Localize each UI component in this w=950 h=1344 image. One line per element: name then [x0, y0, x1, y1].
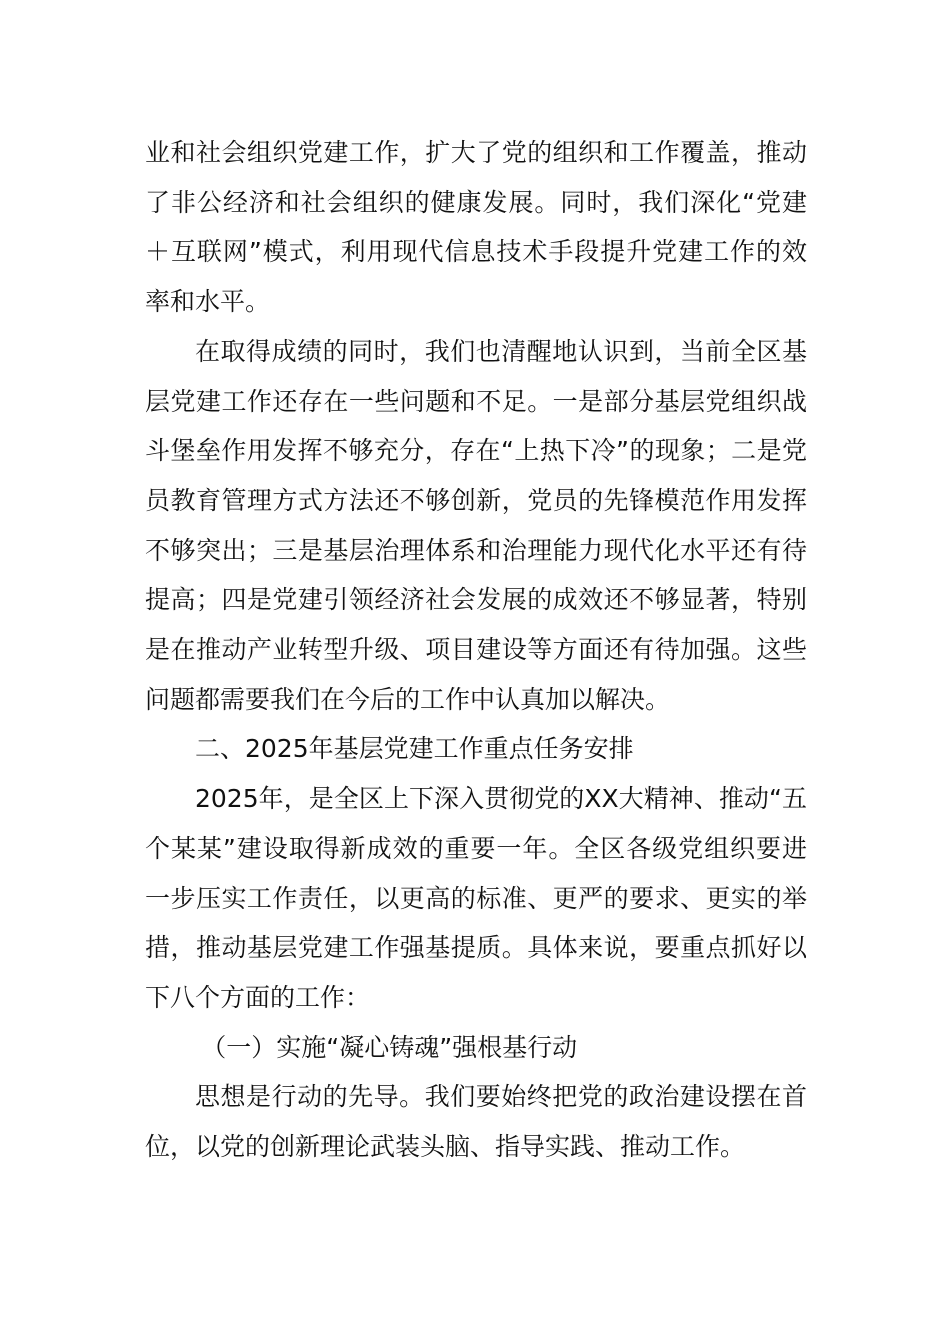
paragraph-problems: 在取得成绩的同时，我们也清醒地认识到，当前全区基层党建工作还存在一些问题和不足。一是部分基层党组织战斗堡垒作用发挥不够充分，存在“上热下冷”的现象；二是党员教育管理方式方法还不够创新，党员的先锋模范作用发挥不够突出；三是基层治理体系和治理能力现代化水平还有待提高；四是党建引领经济社会发展的成效还不够显著，特别是在推动产业转型升级、项目建设等方面还有待加强。这些问题都需要我们在今后的工作中认真加以解决。	[145, 336, 807, 714]
subsection-heading: （一）实施“凝心铸魂”强根基行动	[201, 1032, 578, 1062]
paragraph-tasks-intro: 2025年，是全区上下深入贯彻党的XX大精神、推动“五个某某”建设取得新成效的重要一年。全区各级党组织要进一步压实工作责任，以更高的标准、更严的要求、更实的举措，推动基层党建工作强基提质。具体来说，要重点抓好以下八个方面的工作：	[145, 784, 807, 1012]
section-heading: 二、2025年基层党建工作重点任务安排	[195, 734, 634, 764]
document-body	[145, 128, 807, 1172]
paragraph-continuation: 业和社会组织党建工作，扩大了党的组织和工作覆盖，推动了非公经济和社会组织的健康发展。同时，我们深化“党建＋互联网”模式，利用现代信息技术手段提升党建工作的效率和水平。	[145, 138, 807, 317]
paragraph-thought-guide: 思想是行动的先导。我们要始终把党的政治建设摆在首位，以党的创新理论武装头脑、指导实践、推动工作。	[145, 1082, 807, 1162]
